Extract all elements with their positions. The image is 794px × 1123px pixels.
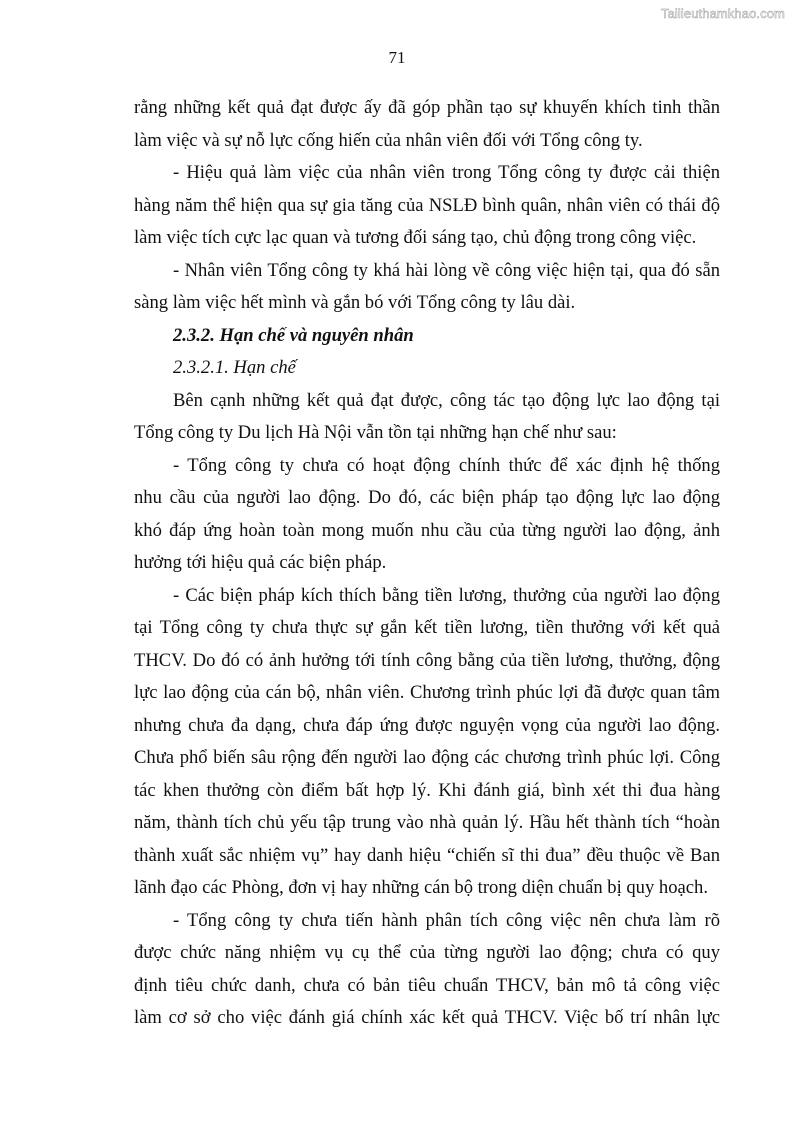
text-line: lực lao động của cán bộ, nhân viên. Chương trình phúc lợi đã được quan tâm (134, 682, 720, 703)
text-line: rằng những kết quả đạt được ấy đã góp phần tạo sự khuyến khích tinh thần (134, 97, 720, 118)
text-line: - Hiệu quả làm việc của nhân viên trong Tổng công ty được cải thiện (173, 162, 720, 183)
text-line: nhu cầu của người lao động. Do đó, các biện pháp tạo động lực lao động (134, 487, 720, 508)
watermark: Tailieuthamkhao.com (660, 6, 785, 21)
section-heading: 2.3.2. Hạn chế và nguyên nhân (173, 324, 414, 346)
text-line: làm việc tích cực lạc quan và tương đối sáng tạo, chủ động trong công việc. (134, 227, 697, 248)
text-line: thành xuất sắc nhiệm vụ” hay danh hiệu “chiến sĩ thi đua” đều thuộc về Ban (134, 844, 720, 866)
text-line: - Tổng công ty chưa có hoạt động chính thức để xác định hệ thống (173, 454, 720, 476)
text-line: được chức năng nhiệm vụ cụ thể của từng người lao động; chưa có quy (134, 942, 720, 963)
text-line: THCV. Do đó có ảnh hưởng tới tính công bằng của tiền lương, thưởng, động (134, 649, 720, 671)
text-line: Chưa phổ biến sâu rộng đến người lao động các chương trình phúc lợi. Công (134, 747, 720, 768)
text-line: - Các biện pháp kích thích bằng tiền lương, thưởng của người lao động (173, 584, 720, 606)
text-line: tại Tổng công ty chưa thực sự gắn kết tiền lương, tiền thưởng với kết quả (134, 617, 720, 638)
text-line: hàng năm thể hiện qua sự gia tăng của NSLĐ bình quân, nhân viên có thái độ (134, 194, 720, 216)
text-line: làm cơ sở cho việc đánh giá chính xác kết quả THCV. Việc bố trí nhân lực (134, 1007, 720, 1028)
page-number: 71 (388, 48, 406, 67)
text-line: sàng làm việc hết mình và gắn bó với Tổng công ty lâu dài. (134, 292, 576, 313)
text-line: - Tổng công ty chưa tiến hành phân tích công việc nên chưa làm rõ (173, 909, 720, 931)
document-body (134, 92, 720, 1035)
text-line: Bên cạnh những kết quả đạt được, công tác tạo động lực lao động tại (173, 389, 720, 411)
text-line: Tổng công ty Du lịch Hà Nội vẫn tồn tại những hạn chế như sau: (134, 422, 617, 443)
text-line: hưởng tới hiệu quả các biện pháp. (134, 552, 387, 573)
text-line: tác khen thưởng còn điểm bất hợp lý. Khi đánh giá, bình xét thi đua hàng (134, 779, 720, 801)
text-line: - Nhân viên Tổng công ty khá hài lòng về công việc hiện tại, qua đó sẵn (173, 259, 720, 281)
text-line: năm, thành tích chủ yếu tập trung vào nhà quản lý. Hầu hết thành tích “hoàn (134, 812, 720, 833)
subsection-heading: 2.3.2.1. Hạn chế (173, 357, 296, 378)
text-line: định tiêu chức danh, chưa có bản tiêu chuẩn THCV, bản mô tả công việc (134, 974, 720, 996)
text-line: khó đáp ứng hoàn toàn mong muốn nhu cầu của từng người lao động, ảnh (134, 519, 720, 541)
text-line: làm việc và sự nỗ lực cống hiến của nhân viên đối với Tổng công ty. (134, 129, 643, 151)
text-line: lãnh đạo các Phòng, đơn vị hay những cán bộ trong diện chuẩn bị quy hoạch. (134, 877, 708, 898)
text-line: nhưng chưa đa dạng, chưa đáp ứng được nguyện vọng của người lao động. (134, 714, 720, 736)
